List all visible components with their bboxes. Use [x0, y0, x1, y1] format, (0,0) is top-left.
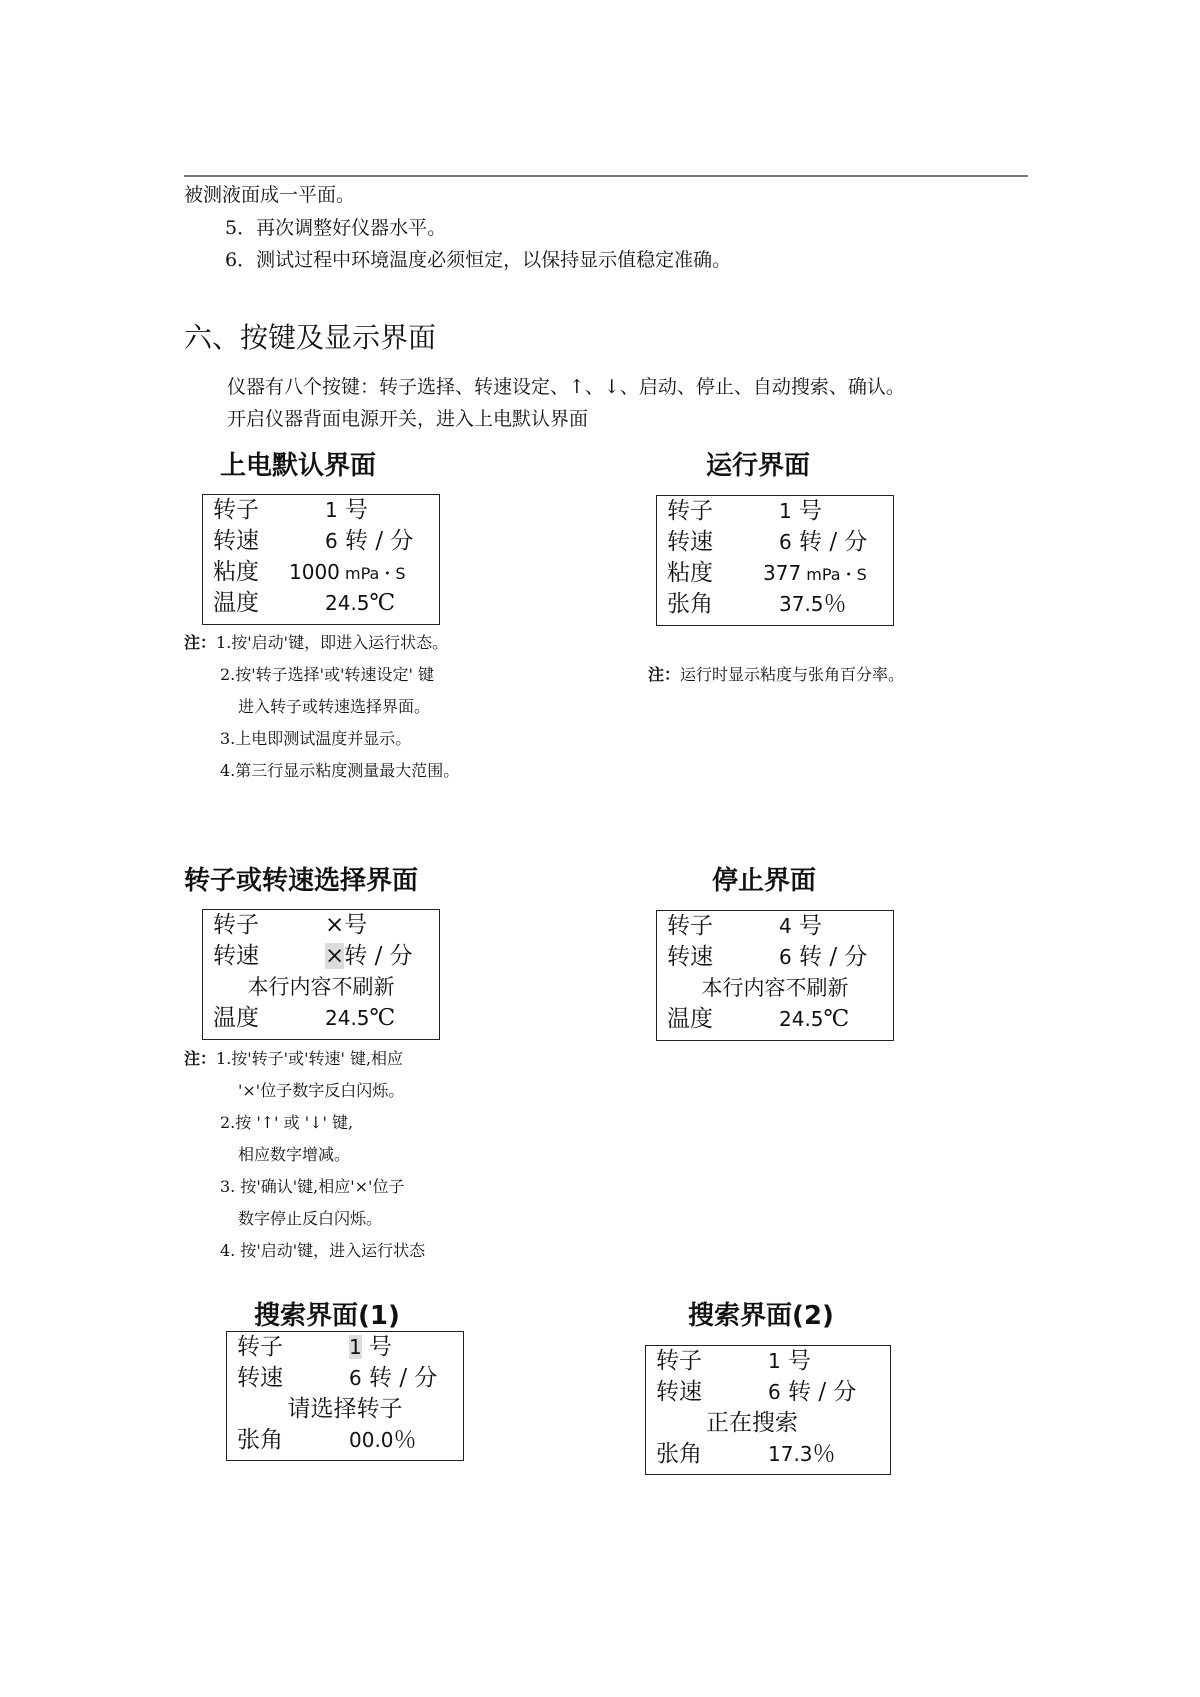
select-note-1a-text: 1.按'转子'或'转速' 键,相应 — [216, 1049, 404, 1068]
running-speed-value: 6 — [779, 530, 792, 554]
search2-rotor-unit: 号 — [780, 1348, 812, 1374]
stop-temperature-label: 温度 — [667, 1006, 713, 1032]
search2-angle-label: 张角 — [656, 1441, 702, 1467]
running-rotor-unit: 号 — [791, 498, 823, 524]
stop-speed-value: 6 — [779, 945, 792, 969]
select-temperature-unit: ℃ — [369, 1005, 396, 1031]
power-on-note-1-text: 1.按'启动'键，即进入运行状态。 — [216, 633, 449, 652]
power-on-screen-title: 上电默认界面 — [220, 451, 377, 481]
power-on-viscosity-value: 1000 — [289, 560, 340, 584]
intro-item-5: 5．再次调整好仪器水平。 — [225, 217, 447, 239]
search1-rotor-label: 转子 — [237, 1334, 283, 1360]
select-note-prefix: 注： — [184, 1049, 217, 1068]
running-rotor-value: 1 — [779, 499, 792, 523]
power-on-note-2b: 进入转子或转速选择界面。 — [238, 697, 431, 716]
power-on-temperature-unit: ℃ — [369, 590, 396, 616]
running-angle-label: 张角 — [667, 591, 713, 617]
running-screen-title: 运行界面 — [706, 451, 811, 481]
select-rotor-mark: × — [325, 912, 345, 938]
search1-rotor-value: 1 — [349, 1335, 362, 1359]
select-screen — [202, 909, 440, 1040]
select-note-1b: '×'位子数字反白闪烁。 — [238, 1081, 405, 1100]
select-center-text: 本行内容不刷新 — [247, 975, 395, 999]
stop-rotor-unit: 号 — [791, 913, 823, 939]
search1-speed-unit: 转 / 分 — [361, 1365, 438, 1391]
power-on-speed-value: 6 — [325, 529, 338, 553]
search2-rotor-label: 转子 — [656, 1348, 702, 1374]
intro-line-top: 被测液面成一平面。 — [184, 184, 356, 206]
search1-angle-label: 张角 — [237, 1427, 283, 1453]
running-viscosity-value: 377 — [763, 561, 802, 585]
section-para-1: 仪器有八个按键：转子选择、转速设定、↑、↓、启动、停止、自动搜索、确认。 — [227, 376, 905, 398]
stop-rotor-value: 4 — [779, 914, 792, 938]
running-viscosity-label: 粘度 — [667, 560, 713, 586]
search2-angle-unit: ％ — [812, 1441, 836, 1467]
power-on-rotor-unit: 号 — [337, 497, 369, 523]
select-temperature-value: 24.5 — [325, 1006, 370, 1030]
search2-speed-unit: 转 / 分 — [780, 1379, 857, 1405]
power-on-temperature-label: 温度 — [213, 590, 259, 616]
select-note-4: 4. 按'启动'键，进入运行状态 — [220, 1241, 426, 1260]
power-on-note-4: 4.第三行显示粘度测量最大范围。 — [220, 761, 460, 780]
select-rotor-label: 转子 — [213, 912, 259, 938]
search1-screen — [226, 1331, 464, 1461]
select-speed-unit: 转 / 分 — [344, 943, 413, 969]
power-on-note-1 — [184, 630, 448, 653]
search1-speed-value: 6 — [349, 1366, 362, 1390]
select-note-2a: 2.按 '↑' 或 '↓' 键, — [220, 1113, 354, 1132]
power-on-temperature-value: 24.5 — [325, 591, 370, 615]
select-note-3b: 数字停止反白闪烁。 — [238, 1209, 383, 1228]
select-temperature-label: 温度 — [213, 1005, 259, 1031]
running-angle-unit: ％ — [823, 591, 847, 617]
search1-center-text: 请选择转子 — [287, 1396, 403, 1422]
stop-screen-title: 停止界面 — [712, 866, 817, 896]
select-note-3a: 3. 按'确认'键,相应'×'位子 — [220, 1177, 405, 1196]
stop-center-text: 本行内容不刷新 — [701, 976, 849, 1000]
running-note — [648, 662, 904, 685]
section-title: 六、按键及显示界面 — [184, 321, 437, 354]
running-note-prefix: 注： — [648, 665, 681, 684]
power-on-viscosity-label: 粘度 — [213, 559, 259, 585]
power-on-note-3: 3.上电即测试温度并显示。 — [220, 729, 412, 748]
stop-temperature-unit: ℃ — [823, 1006, 850, 1032]
search1-angle-unit: ％ — [393, 1427, 417, 1453]
header-rule — [184, 175, 1028, 177]
stop-speed-unit: 转 / 分 — [791, 944, 868, 970]
power-on-screen — [202, 494, 440, 625]
search1-screen-title: 搜索界面(1) — [254, 1301, 400, 1331]
search1-rotor-unit: 号 — [361, 1334, 393, 1360]
search2-center-text: 正在搜索 — [706, 1410, 798, 1436]
power-on-viscosity-unit: mPa・S — [339, 564, 406, 583]
search1-angle-value: 00.0 — [349, 1428, 394, 1452]
select-note-2b: 相应数字增减。 — [238, 1145, 351, 1164]
select-screen-title: 转子或转速选择界面 — [184, 866, 419, 896]
search2-speed-label: 转速 — [656, 1379, 702, 1405]
search2-speed-value: 6 — [768, 1380, 781, 1404]
search2-screen-title: 搜索界面(2) — [688, 1301, 834, 1331]
select-speed-mark: × — [325, 943, 345, 969]
search2-rotor-value: 1 — [768, 1349, 781, 1373]
power-on-note-prefix: 注： — [184, 633, 217, 652]
stop-speed-label: 转速 — [667, 944, 713, 970]
running-viscosity-unit: mPa・S — [801, 565, 867, 584]
running-speed-label: 转速 — [667, 529, 713, 555]
search2-screen — [645, 1345, 891, 1475]
search2-angle-value: 17.3 — [768, 1442, 813, 1466]
power-on-rotor-label: 转子 — [213, 497, 259, 523]
running-screen — [656, 495, 894, 626]
power-on-note-2a: 2.按'转子选择'或'转速设定' 键 — [220, 665, 434, 684]
power-on-speed-unit: 转 / 分 — [337, 528, 414, 554]
select-rotor-unit: 号 — [344, 912, 368, 938]
search1-speed-label: 转速 — [237, 1365, 283, 1391]
select-speed-label: 转速 — [213, 943, 259, 969]
select-note-1a — [184, 1046, 403, 1069]
power-on-speed-label: 转速 — [213, 528, 259, 554]
stop-screen — [656, 910, 894, 1041]
stop-temperature-value: 24.5 — [779, 1007, 824, 1031]
section-para-2: 开启仪器背面电源开关，进入上电默认界面 — [227, 408, 589, 430]
intro-item-6: 6．测试过程中环境温度必须恒定，以保持显示值稳定准确。 — [225, 249, 732, 271]
running-speed-unit: 转 / 分 — [791, 529, 868, 555]
running-rotor-label: 转子 — [667, 498, 713, 524]
running-angle-value: 37.5 — [779, 592, 824, 616]
power-on-rotor-value: 1 — [325, 498, 338, 522]
stop-rotor-label: 转子 — [667, 913, 713, 939]
running-note-text: 运行时显示粘度与张角百分率。 — [680, 665, 905, 684]
